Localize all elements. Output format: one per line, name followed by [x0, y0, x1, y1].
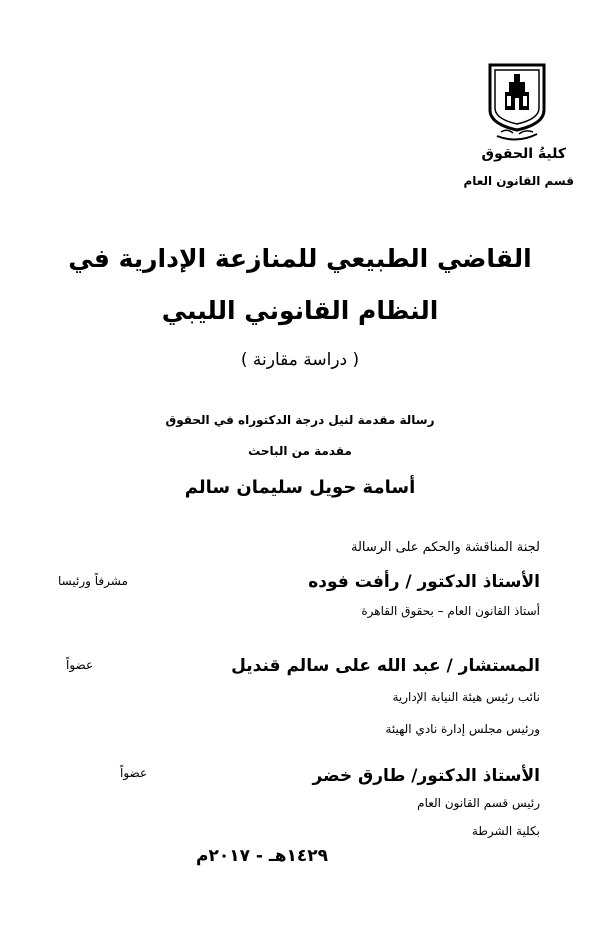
thesis-subtitle: ( دراسة مقارنة ) [240, 350, 360, 370]
committee-member-3-role: عضواً [120, 766, 148, 780]
thesis-description: رسالة مقدمة لنيل درجة الدكتوراه في الحقوق [165, 413, 435, 427]
faculty-name: كليةُ الحقوق [481, 146, 566, 162]
university-seal-logo [487, 62, 547, 144]
thesis-title-line-2: النظام القانوني الليبي [161, 296, 439, 325]
committee-member-3-name: الأستاذ الدكتور/ طارق خضر [312, 766, 540, 786]
committee-member-3-title-2: بكلية الشرطة [471, 824, 540, 838]
committee-member-2-role: عضواً [66, 658, 94, 672]
committee-member-2-title-1: نائب رئيس هيئة النيابة الإدارية [392, 690, 540, 704]
committee-member-1-name: الأستاذ الدكتور / رأفت فوده [308, 572, 540, 592]
thesis-date: ١٤٢٩هـ - ٢٠١٧م [196, 846, 328, 866]
committee-member-2-name: المستشار / عبد الله على سالم قنديل [231, 656, 540, 676]
department-name: قسم القانون العام [463, 174, 574, 188]
committee-heading: لجنة المناقشة والحكم على الرسالة [350, 540, 540, 555]
committee-member-1-title-1: أستاذ القانون العام – بحقوق القاهرة [361, 604, 540, 618]
committee-member-3-title-1: رئيس قسم القانون العام [417, 796, 540, 810]
committee-member-1-role: مشرفاً ورئيسا [58, 574, 128, 588]
presented-by-label: مقدمة من الباحث [248, 444, 352, 458]
committee-member-2-title-2: ورئيس مجلس إدارة نادي الهيئة [385, 722, 540, 736]
thesis-title-line-1: القاضي الطبيعي للمنازعة الإدارية في [68, 244, 532, 273]
researcher-name: أسامة حويل سليمان سالم [184, 477, 416, 498]
